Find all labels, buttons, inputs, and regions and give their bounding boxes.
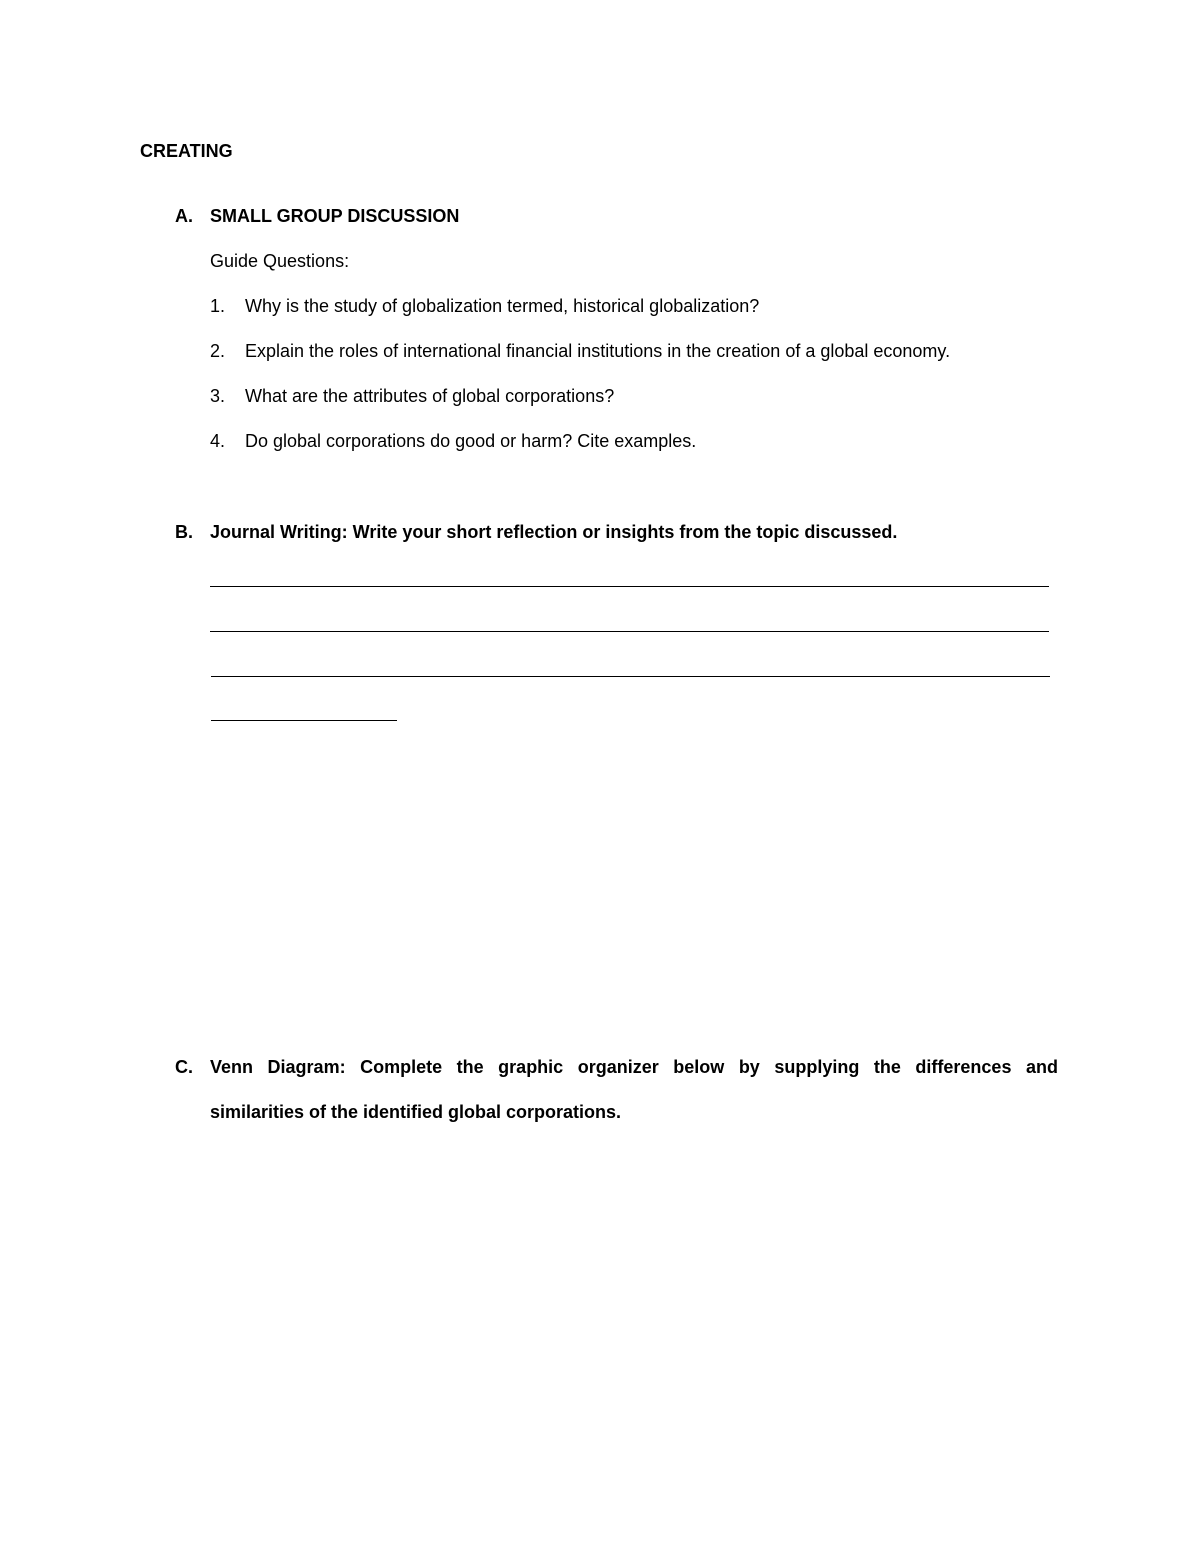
- section-c-letter: C.: [175, 1057, 193, 1077]
- guide-questions-label: Guide Questions:: [210, 251, 350, 271]
- section-c-heading-line2: similarities of the identified global corporations.: [210, 1102, 622, 1122]
- question-number: 4.: [210, 431, 226, 451]
- writing-line-short: [211, 720, 397, 721]
- page-title: CREATING: [140, 141, 233, 161]
- writing-line: [210, 631, 1049, 632]
- section-c-heading-line1: Venn Diagram: Complete the graphic organizer below by supplying the differences and: [210, 1057, 1058, 1077]
- writing-line: [210, 586, 1049, 587]
- writing-line: [211, 676, 1050, 677]
- question-number: 1.: [210, 296, 226, 316]
- question-text: What are the attributes of global corporations?: [245, 386, 615, 406]
- question-text: Explain the roles of international financial institutions in the creation of a global economy.: [245, 341, 951, 361]
- section-b-letter: B.: [175, 522, 193, 542]
- question-text: Do global corporations do good or harm? Cite examples.: [245, 431, 697, 451]
- section-a-heading: SMALL GROUP DISCUSSION: [210, 206, 460, 226]
- question-text: Why is the study of globalization termed, historical globalization?: [245, 296, 760, 316]
- question-number: 2.: [210, 341, 226, 361]
- question-number: 3.: [210, 386, 226, 406]
- section-a-letter: A.: [175, 206, 193, 226]
- section-b-heading: Journal Writing: Write your short reflection or insights from the topic discussed.: [210, 522, 898, 542]
